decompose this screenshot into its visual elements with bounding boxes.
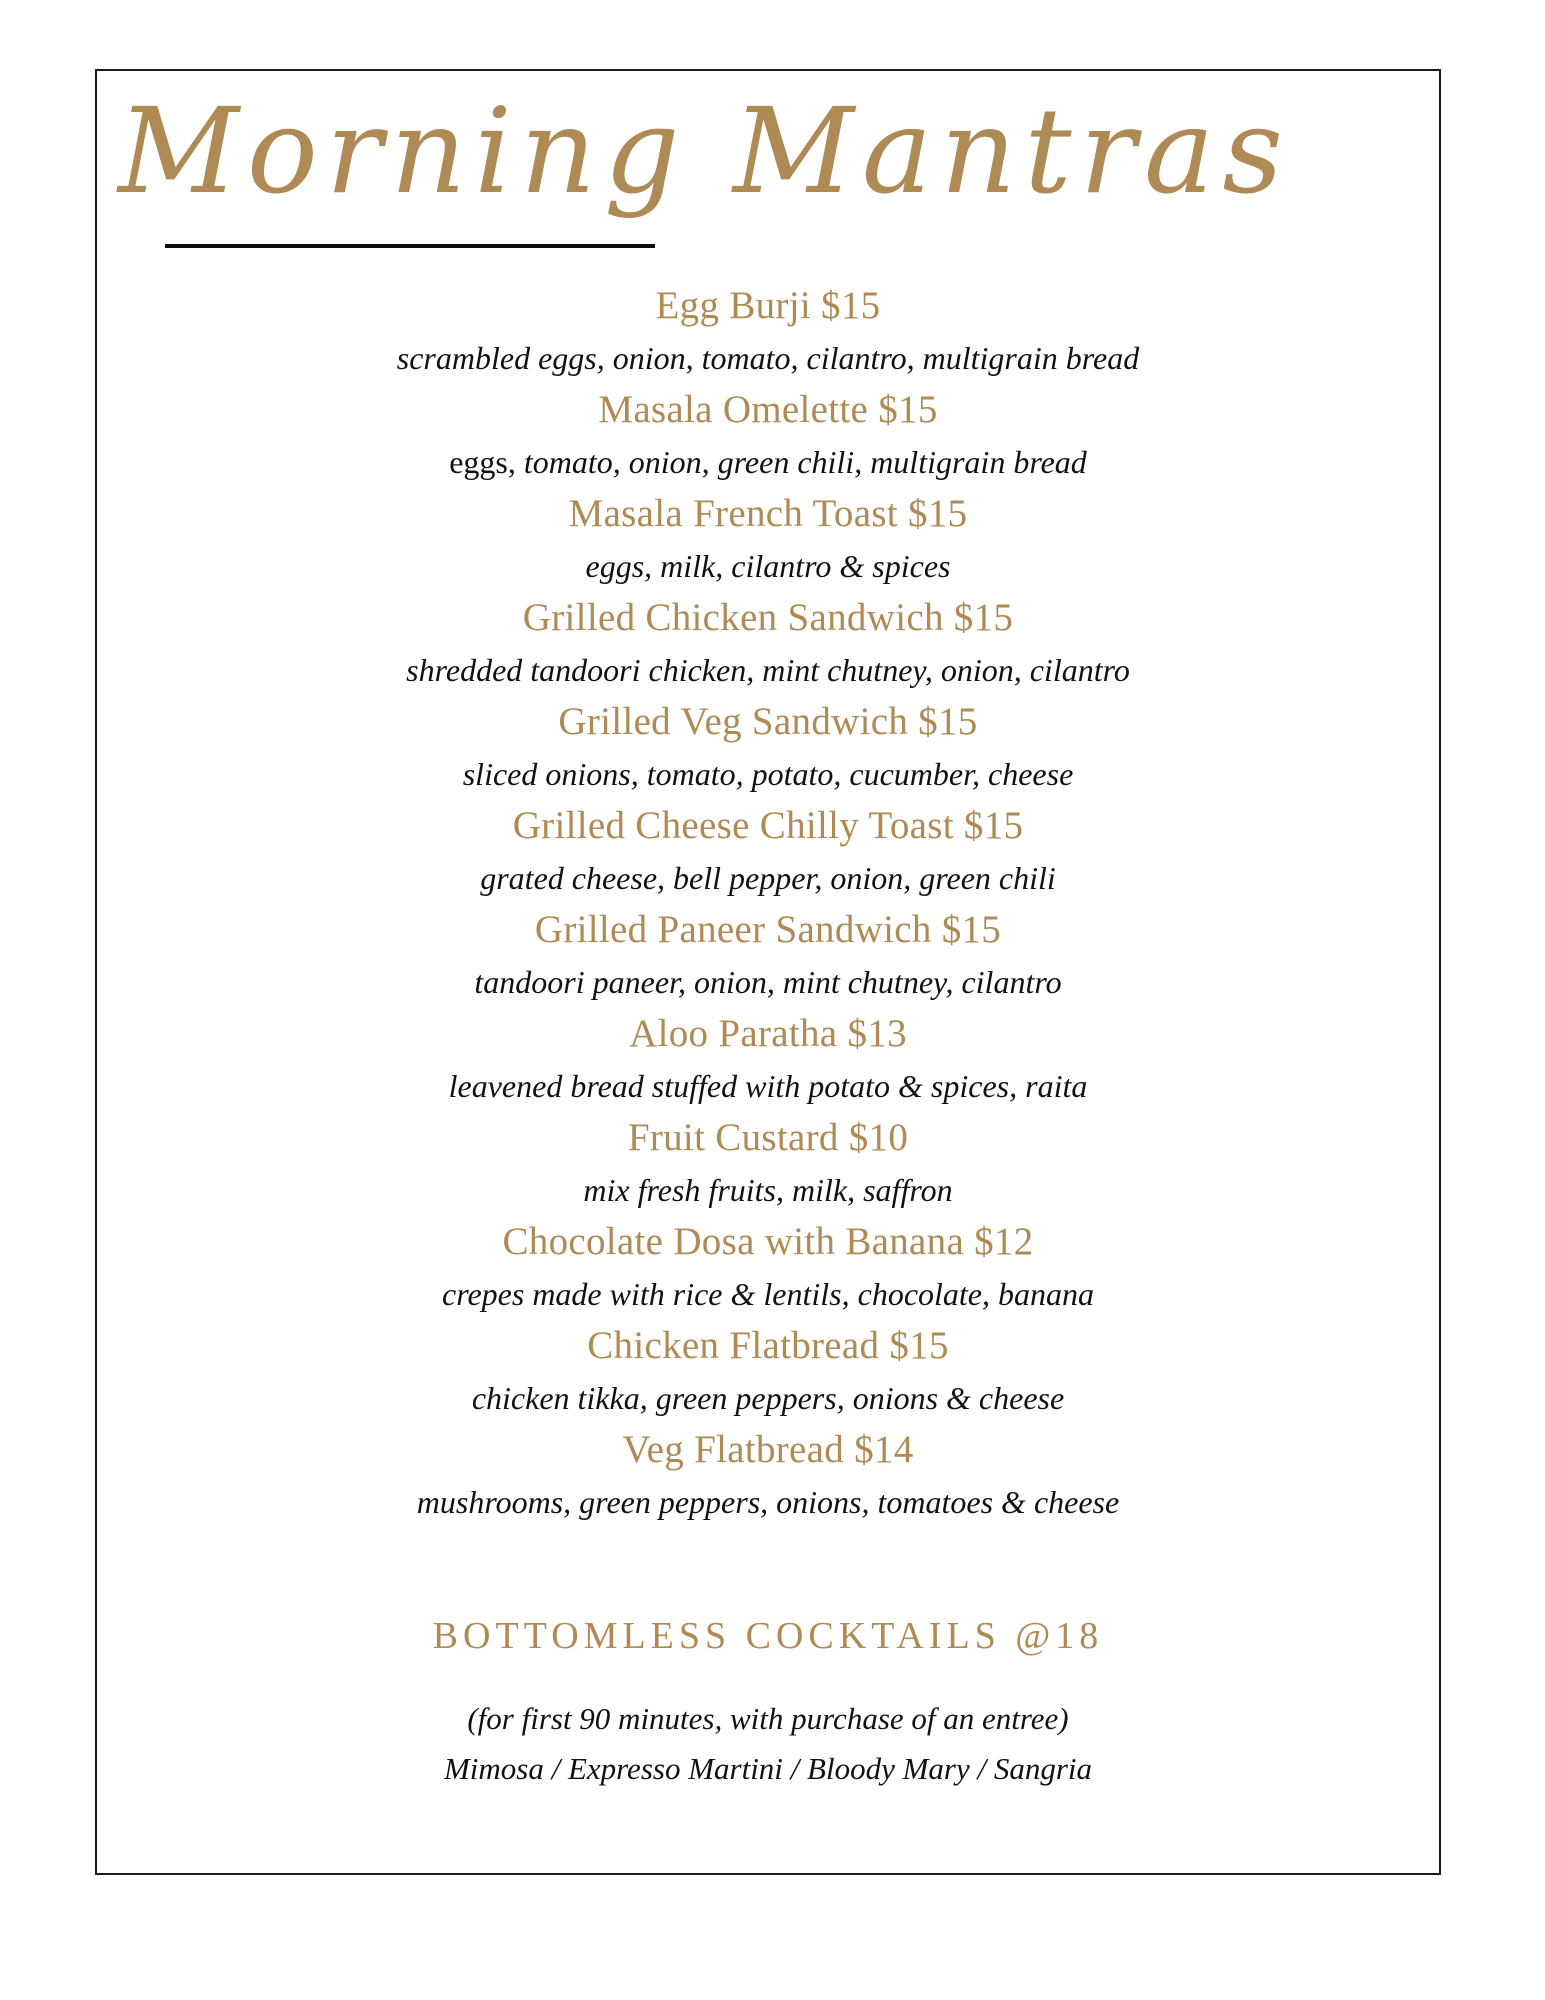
item-name: Grilled Cheese Chilly Toast $15 <box>512 804 1024 847</box>
cocktails-note: (for first 90 minutes, with purchase of an entree) <box>467 1701 1069 1736</box>
item-description: scrambled eggs, onion, tomato, cilantro, multigrain bread <box>396 340 1140 376</box>
menu-item-veg-flatbread <box>95 1424 1441 1528</box>
menu-item-grilled-paneer-sandwich <box>95 904 1441 1008</box>
menu-item-grilled-veg-sandwich <box>95 696 1441 800</box>
menu-item-fruit-custard <box>95 1112 1441 1216</box>
menu-item-egg-burji <box>95 280 1441 384</box>
item-description <box>95 436 1441 488</box>
menu-items <box>95 280 1441 1528</box>
item-name: Chocolate Dosa with Banana $12 <box>502 1220 1034 1263</box>
menu-item-masala-omelette <box>95 384 1441 488</box>
cocktails-list: Mimosa / Expresso Martini / Bloody Mary / Sangria <box>443 1751 1093 1786</box>
item-name: Masala French Toast $15 <box>568 492 968 535</box>
item-description-rest: tomato, onion, green chili, multigrain bread <box>515 444 1087 480</box>
cocktails-heading: BOTTOMLESS COCKTAILS @18 <box>432 1615 1104 1657</box>
item-description: eggs, milk, cilantro & spices <box>585 548 951 584</box>
item-description: mushrooms, green peppers, onions, tomatoes & cheese <box>416 1484 1120 1520</box>
menu-item-aloo-paratha <box>95 1008 1441 1112</box>
item-name: Masala Omelette $15 <box>598 388 938 431</box>
item-name: Egg Burji $15 <box>655 284 881 327</box>
item-description: tandoori paneer, onion, mint chutney, cilantro <box>474 964 1062 1000</box>
item-description: shredded tandoori chicken, mint chutney, onion, cilantro <box>406 652 1130 688</box>
menu-title <box>110 82 1291 250</box>
menu-item-grilled-cheese-chilly-toast <box>95 800 1441 904</box>
item-name: Chicken Flatbread $15 <box>587 1324 949 1367</box>
menu-item-masala-french-toast <box>95 488 1441 592</box>
item-description: leavened bread stuffed with potato & spices, raita <box>448 1068 1088 1104</box>
menu-title-script <box>110 82 1291 250</box>
title-underline <box>165 244 655 248</box>
item-description: chicken tikka, green peppers, onions & cheese <box>471 1380 1065 1416</box>
item-name: Grilled Veg Sandwich $15 <box>558 700 978 743</box>
menu-item-grilled-chicken-sandwich <box>95 592 1441 696</box>
item-description: mix fresh fruits, milk, saffron <box>583 1172 953 1208</box>
item-name: Veg Flatbread $14 <box>622 1428 914 1471</box>
item-name: Aloo Paratha $13 <box>629 1012 907 1055</box>
item-description-lead: eggs, <box>449 444 516 480</box>
item-description: grated cheese, bell pepper, onion, green chili <box>480 860 1056 896</box>
item-name: Grilled Chicken Sandwich $15 <box>522 596 1014 639</box>
item-description: sliced onions, tomato, potato, cucumber, cheese <box>462 756 1074 792</box>
menu-item-chicken-flatbread <box>95 1320 1441 1424</box>
menu-item-chocolate-dosa <box>95 1216 1441 1320</box>
item-name: Fruit Custard $10 <box>627 1116 909 1159</box>
item-name: Grilled Paneer Sandwich $15 <box>534 908 1002 951</box>
item-description: crepes made with rice & lentils, chocolate, banana <box>441 1276 1094 1312</box>
menu-title-text: Morning Mantras <box>118 82 1291 220</box>
